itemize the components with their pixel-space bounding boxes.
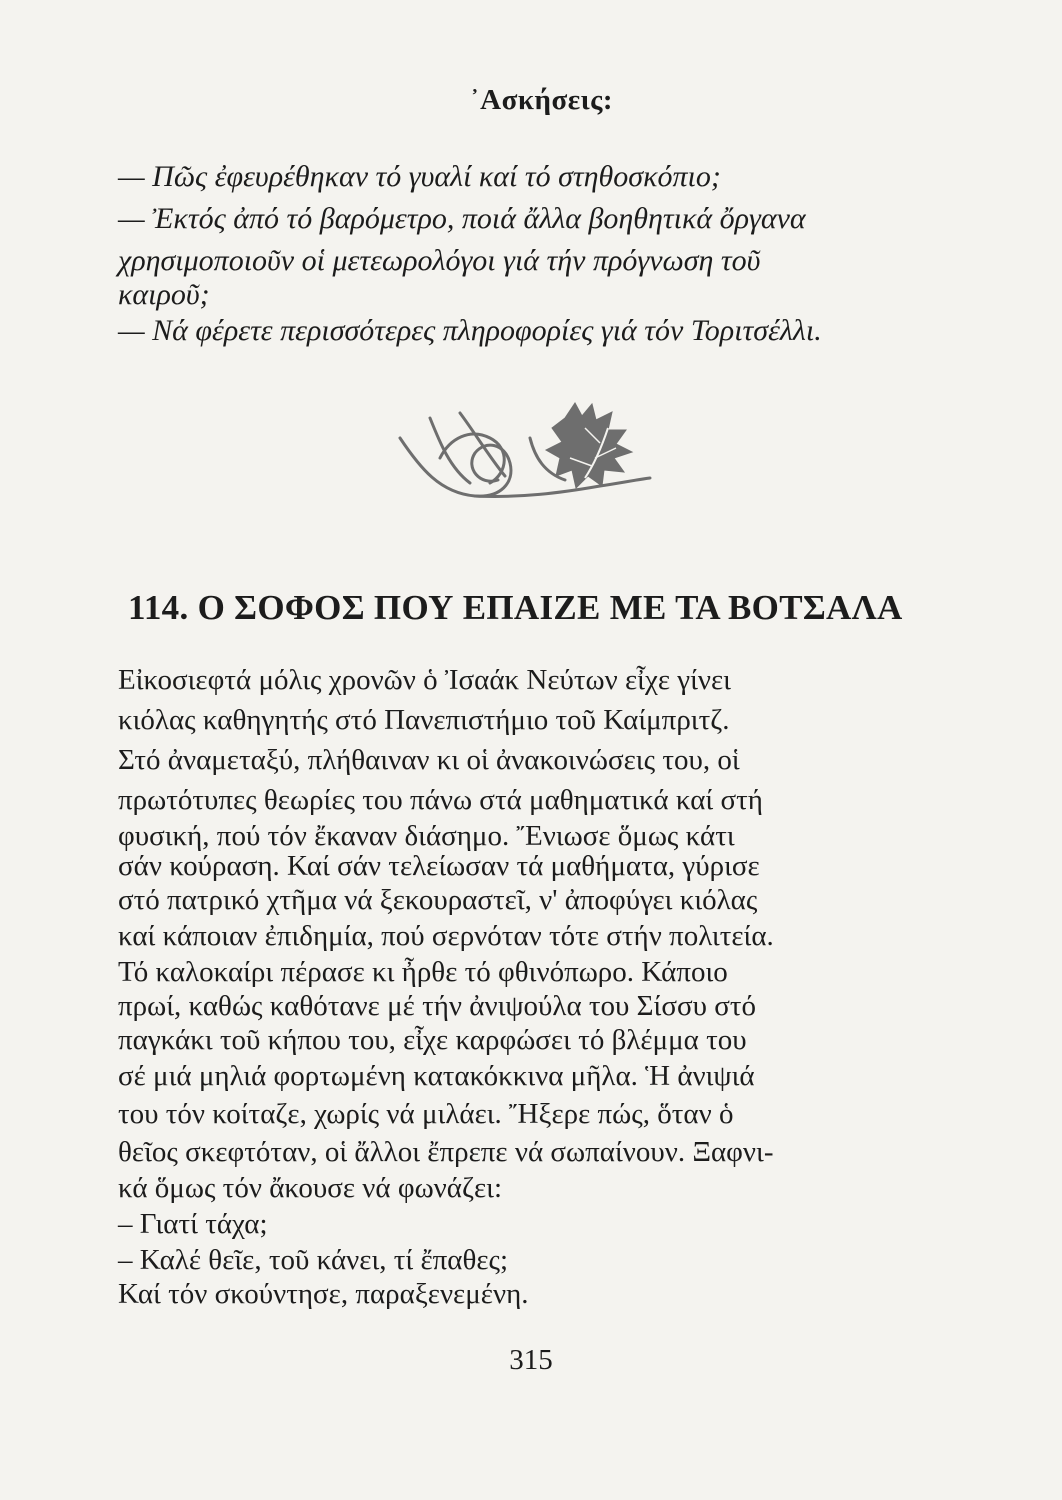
exercises-heading: ᾿Ασκήσεις: (470, 84, 613, 116)
page-number: 315 (509, 1344, 553, 1376)
exercise-line: καιροῦ; (118, 278, 210, 311)
paragraph-line: παγκάκι τοῦ κήπου του, εἶχε καρφώσει τό βλέμμα του (118, 1024, 747, 1056)
exercise-line: — Πῶς ἐφευρέθηκαν τό γυαλί καί τό στηθοσκόπιο; (118, 160, 721, 193)
paragraph-line: Στό ἀναμεταξύ, πλήθαιναν κι οἱ ἀνακοινώσεις του, οἱ (118, 744, 740, 776)
exercise-line: χρησιμοποιοῦν οἱ μετεωρολόγοι γιά τήν πρόγνωση τοῦ (118, 244, 761, 277)
ivy-leaf-flourish-icon (380, 398, 670, 508)
paragraph-line: πρωτότυπες θεωρίες του πάνω στά μαθηματικά καί στή (118, 784, 763, 816)
paragraph-line: πρωί, καθώς καθότανε μέ τήν ἀνιψούλα του Σίσσυ στό (118, 990, 756, 1022)
paragraph-line: – Καλέ θεῖε, τοῦ κάνει, τί ἔπαθες; (118, 1244, 509, 1276)
paragraph-line: στό πατρικό χτῆμα νά ξεκουραστεῖ, ν' ἀποφύγει κιόλας (118, 884, 758, 916)
exercise-line: — Ἐκτός ἀπό τό βαρόμετρο, ποιά ἄλλα βοηθητικά ὄργανα (118, 202, 806, 235)
paragraph-line: Τό καλοκαίρι πέρασε κι ἦρθε τό φθινόπωρο. Κάποιο (118, 956, 728, 988)
paragraph-line: Καί τόν σκούντησε, παραξενεμένη. (118, 1278, 529, 1310)
paragraph-line: κιόλας καθηγητής στό Πανεπιστήμιο τοῦ Καίμπριτζ. (118, 704, 730, 736)
paragraph-line: κά ὅμως τόν ἄκουσε νά φωνάζει: (118, 1172, 503, 1204)
paragraph-line: Εἰκοσιεφτά μόλις χρονῶν ὁ Ἰσαάκ Νεύτων εἶχε γίνει (118, 664, 731, 696)
paragraph-line: καί κάποιαν ἐπιδημία, πού σερνόταν τότε στήν πολιτεία. (118, 920, 774, 952)
paragraph-line: φυσική, πού τόν ἔκαναν διάσημο. Ἔνιωσε ὅμως κάτι (118, 820, 735, 852)
paragraph-line: – Γιατί τάχα; (118, 1208, 268, 1240)
paragraph-line: του τόν κοίταζε, χωρίς νά μιλάει. Ἤξερε πώς, ὅταν ὁ (118, 1098, 734, 1130)
exercise-line: — Νά φέρετε περισσότερες πληροφορίες γιά τόν Τοριτσέλλι. (118, 314, 822, 347)
paragraph-line: σάν κούραση. Καί σάν τελείωσαν τά μαθήματα, γύρισε (118, 850, 760, 882)
paragraph-line: σέ μιά μηλιά φορτωμένη κατακόκκινα μῆλα. Ἡ ἀνιψιά (118, 1060, 755, 1092)
section-title: 114. Ο ΣΟΦΟΣ ΠΟΥ ΕΠΑΙΖΕ ΜΕ ΤΑ ΒΟΤΣΑΛΑ (128, 588, 903, 627)
paragraph-line: θεῖος σκεφτόταν, οἱ ἄλλοι ἔπρεπε νά σωπαίνουν. Ξαφνι- (118, 1136, 774, 1168)
